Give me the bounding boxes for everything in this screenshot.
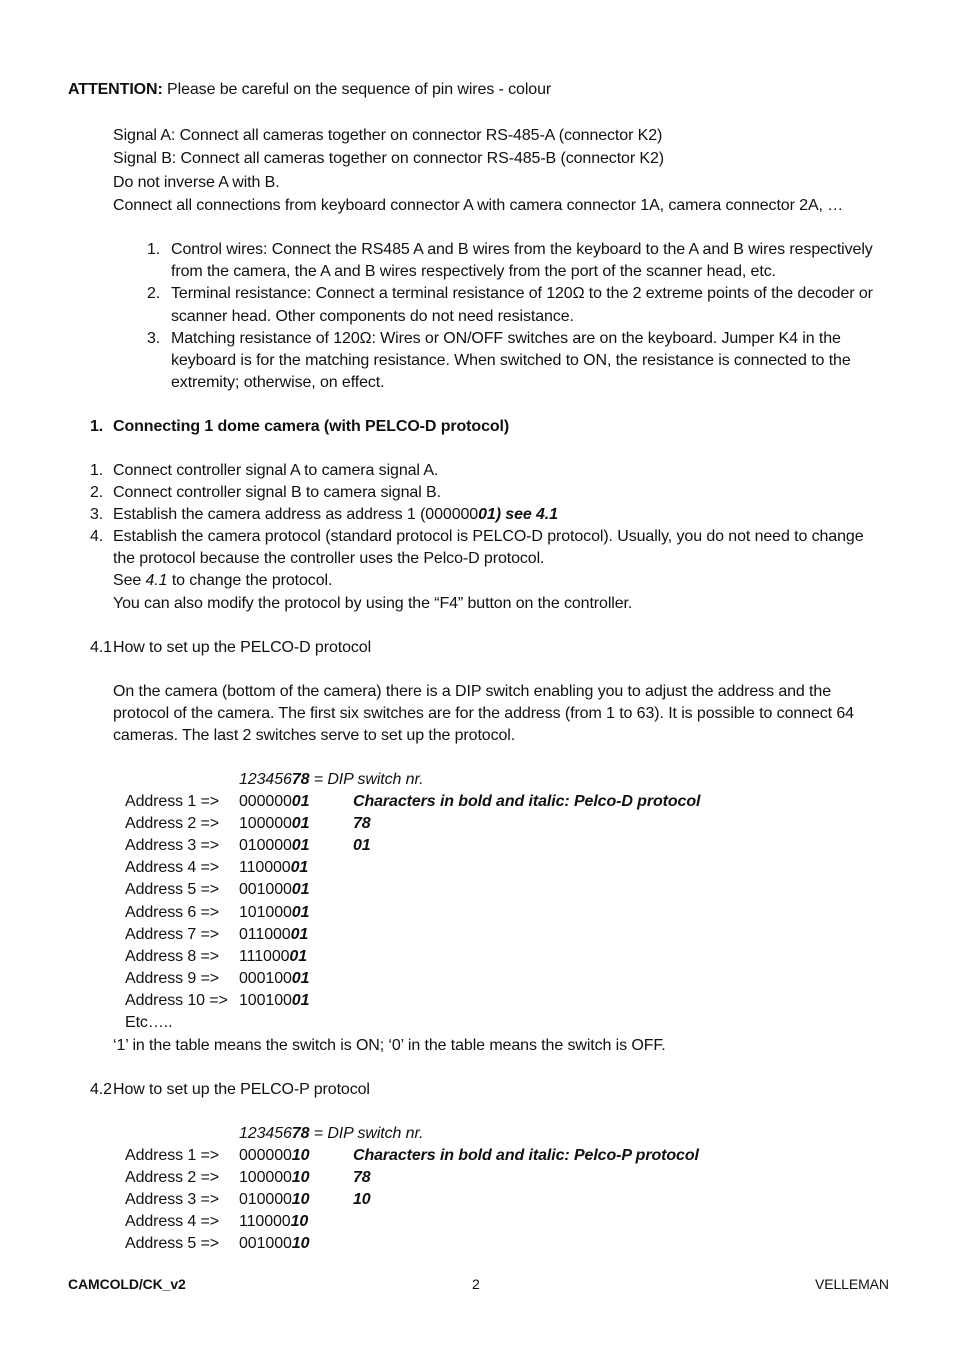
address-label: Address 3 =>	[125, 837, 219, 855]
address-label: Address 2 =>	[125, 1169, 219, 1187]
dip-code-address-bits: 000000	[239, 1147, 292, 1164]
dip-code-address-bits: 010000	[239, 1191, 292, 1209]
address-label: Address 9 =>	[125, 969, 219, 987]
dip-header-normal: 123456	[239, 771, 292, 788]
address-label: Address 4 =>	[125, 859, 219, 877]
dip-code-address-bits: 001000	[239, 881, 292, 899]
dip-header	[239, 1124, 423, 1144]
dip-code	[239, 1234, 309, 1254]
dip-code-protocol-bits: 10	[291, 1169, 310, 1187]
dip-code	[239, 925, 308, 945]
step-text: Connect controller signal A to camera signal A.	[113, 462, 439, 479]
dip-code-protocol-bits: 10	[291, 1147, 310, 1164]
step-text-bold: 01) see 4.1	[478, 506, 558, 523]
dip-code	[239, 880, 309, 900]
dip-code	[239, 947, 307, 967]
address-label: Address 1 =>	[125, 1147, 219, 1164]
dip-header-rest: = DIP switch nr.	[309, 771, 424, 788]
dip-code-protocol-bits: 01	[290, 859, 309, 877]
dip-code	[239, 1146, 309, 1166]
dip-code	[239, 814, 309, 834]
address-label: Address 7 =>	[125, 925, 219, 943]
dip-code	[239, 1212, 308, 1232]
dip-note: 01	[353, 837, 371, 855]
dip-code-protocol-bits: 01	[291, 969, 310, 987]
step-number: 3.	[90, 506, 104, 523]
see-prefix: See	[113, 572, 146, 589]
dip-code-protocol-bits: 10	[291, 1235, 310, 1253]
footer-brand: VELLEMAN	[815, 1276, 889, 1292]
dip-code	[239, 991, 309, 1011]
list-item-text: scanner head. Other components do not need resistance.	[171, 308, 574, 325]
dip-code-address-bits: 000000	[239, 793, 292, 810]
section-number: 1.	[90, 418, 104, 435]
dip-code-protocol-bits: 10	[291, 1191, 310, 1209]
dip-code	[239, 1190, 309, 1210]
subsection-number: 4.2	[90, 1081, 112, 1098]
paragraph-line: cameras. The last 2 switches serve to set up the protocol.	[113, 727, 516, 744]
dip-code	[239, 792, 309, 812]
step-number: 2.	[90, 484, 104, 501]
attention-text: Please be careful on the sequence of pin wires - colour	[162, 81, 552, 98]
paragraph-line: protocol of the camera. The first six switches are for the address (from 1 to 63). It is possible to connect 64	[113, 705, 854, 722]
address-label: Address 8 =>	[125, 947, 219, 965]
dip-code-address-bits: 100000	[239, 815, 292, 833]
see-reference: 4.1	[145, 572, 168, 589]
dip-code-address-bits: 001000	[239, 1235, 292, 1253]
dip-code-address-bits: 000100	[239, 969, 292, 987]
step-number: 1.	[90, 462, 104, 479]
dip-code-protocol-bits: 10	[290, 1213, 309, 1231]
signal-note: Signal B: Connect all cameras together on connector RS-485-B (connector K2)	[113, 150, 665, 167]
dip-code-protocol-bits: 01	[291, 837, 310, 855]
step-text: Connect controller signal B to camera signal B.	[113, 484, 441, 501]
dip-code-address-bits: 110000	[239, 1213, 291, 1231]
dip-header	[239, 770, 423, 790]
dip-code	[239, 969, 309, 989]
address-label: Address 2 =>	[125, 815, 219, 833]
dip-note: Characters in bold and italic: Pelco-D protocol	[353, 793, 701, 810]
footer-doc-code: CAMCOLD/CK_v2	[68, 1276, 186, 1292]
dip-code-address-bits: 111000	[239, 947, 290, 965]
dip-code-address-bits: 010000	[239, 837, 292, 855]
step-text: Establish the camera protocol (standard protocol is PELCO-D protocol). Usually, you do not need to change	[113, 528, 864, 545]
address-label: Address 1 =>	[125, 793, 219, 810]
dip-code	[239, 858, 308, 878]
list-item-text: Control wires: Connect the RS485 A and B wires from the keyboard to the A and B wires respectively	[171, 241, 873, 258]
list-number: 1.	[147, 241, 161, 258]
signal-note: Connect all connections from keyboard connector A with camera connector 1A, camera connector 2A, …	[113, 197, 844, 214]
step-text: You can also modify the protocol by using the “F4” button on the controller.	[113, 595, 633, 612]
signal-note: Do not inverse A with B.	[113, 174, 280, 191]
dip-header-rest: = DIP switch nr.	[309, 1125, 424, 1142]
dip-code-protocol-bits: 01	[291, 815, 310, 833]
address-label: Address 5 =>	[125, 1235, 219, 1253]
attention-label: ATTENTION:	[68, 81, 163, 98]
address-label: Address 5 =>	[125, 881, 219, 899]
dip-code-protocol-bits: 01	[289, 947, 308, 965]
address-label: Address 4 =>	[125, 1213, 219, 1231]
signal-note: Signal A: Connect all cameras together on connector RS-485-A (connector K2)	[113, 127, 663, 144]
paragraph-line: On the camera (bottom of the camera) there is a DIP switch enabling you to adjust the address and the	[113, 683, 832, 700]
list-item-text: extremity; otherwise, on effect.	[171, 374, 385, 391]
list-item-text: Terminal resistance: Connect a terminal resistance of 120Ω to the 2 extreme points of the decoder or	[171, 285, 873, 302]
dip-code-protocol-bits: 01	[291, 793, 310, 810]
step-number: 4.	[90, 528, 104, 545]
dip-header-normal: 123456	[239, 1125, 292, 1142]
dip-code-address-bits: 101000	[239, 903, 292, 921]
dip-code	[239, 903, 309, 923]
footer-page-number: 2	[472, 1276, 480, 1292]
step-text: the protocol because the controller uses the Pelco-D protocol.	[113, 550, 545, 567]
address-label: Address 3 =>	[125, 1191, 219, 1209]
step-text-plain: Establish the camera address as address 1 (000000	[113, 506, 479, 523]
dip-code-address-bits: 100000	[239, 1169, 292, 1187]
dip-code	[239, 836, 309, 856]
etc-text: Etc…..	[125, 1014, 173, 1031]
dip-code-address-bits: 100100	[239, 991, 292, 1009]
dip-code	[239, 1168, 309, 1188]
subsection-title: How to set up the PELCO-D protocol	[113, 639, 372, 656]
dip-code-address-bits: 011000	[239, 925, 291, 943]
list-number: 3.	[147, 330, 161, 347]
dip-code-protocol-bits: 01	[291, 991, 310, 1009]
see-suffix: to change the protocol.	[167, 572, 333, 589]
list-item-text: keyboard is for the matching resistance. When switched to ON, the resistance is connected to the	[171, 352, 851, 369]
attention-line	[68, 80, 551, 100]
subsection-title: How to set up the PELCO-P protocol	[113, 1081, 370, 1098]
dip-code-address-bits: 110000	[239, 859, 291, 877]
step-text	[113, 571, 332, 591]
dip-note: 78	[353, 1169, 371, 1187]
dip-note: 10	[353, 1191, 371, 1209]
subsection-number: 4.1	[90, 639, 112, 656]
legend-text: ‘1’ in the table means the switch is ON; ‘0’ in the table means the switch is OFF.	[113, 1037, 666, 1054]
dip-code-protocol-bits: 01	[291, 903, 310, 921]
dip-code-protocol-bits: 01	[290, 925, 309, 943]
address-label: Address 10 =>	[125, 991, 228, 1009]
dip-note: Characters in bold and italic: Pelco-P protocol	[353, 1147, 699, 1164]
dip-header-bold: 78	[291, 771, 310, 788]
dip-note: 78	[353, 815, 371, 833]
list-number: 2.	[147, 285, 161, 302]
list-item-text: from the camera, the A and B wires respectively from the port of the scanner head, etc.	[171, 263, 776, 280]
list-item-text: Matching resistance of 120Ω: Wires or ON/OFF switches are on the keyboard. Jumper K4 in the	[171, 330, 841, 347]
address-label: Address 6 =>	[125, 903, 219, 921]
section-title: Connecting 1 dome camera (with PELCO-D protocol)	[113, 418, 510, 435]
dip-code-protocol-bits: 01	[291, 881, 310, 899]
dip-header-bold: 78	[291, 1125, 310, 1142]
step-text	[113, 505, 558, 525]
